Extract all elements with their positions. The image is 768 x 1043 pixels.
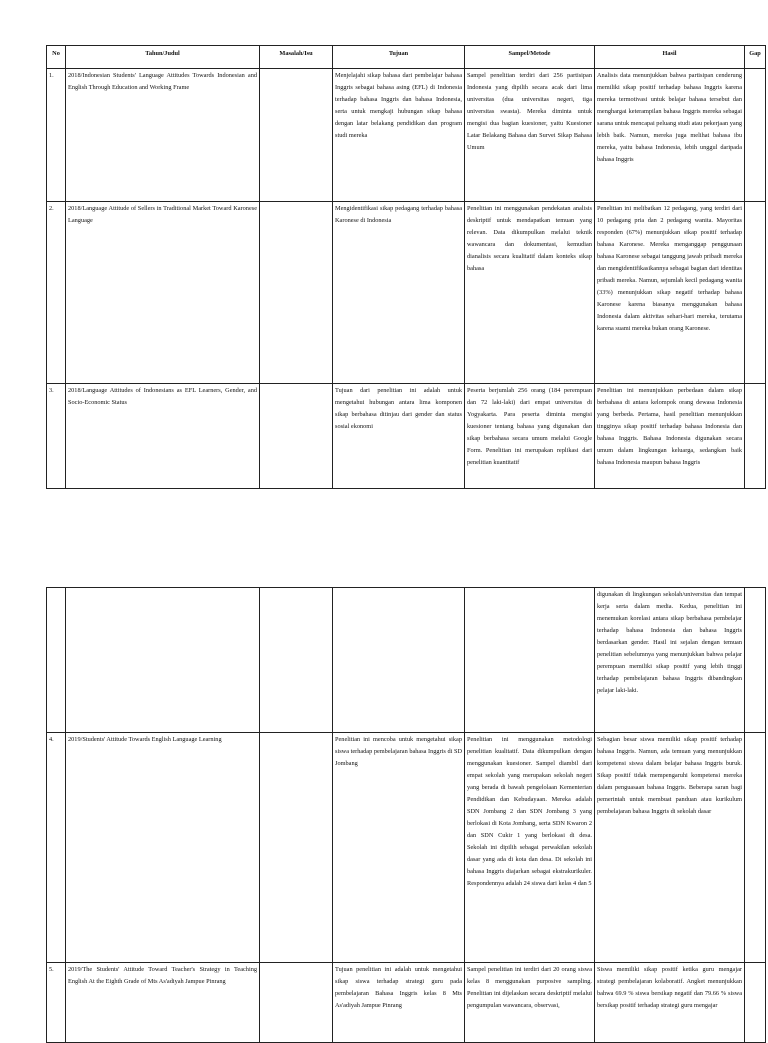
literature-review-table-continued [46,587,766,1043]
row-tujuan: Tujuan dari penelitian ini adalah untuk mengetahui hubungan antara lima komponen sikap berbahasa ditinjau dari gender dan status sosial ekonomi [333,384,465,489]
row-isu [260,202,333,384]
row-isu [260,733,333,963]
table-row [47,733,766,963]
table-header-row [47,46,766,69]
header-no: No [47,46,66,69]
row-isu [260,588,333,733]
row-number: 3. [47,384,66,489]
table-row [47,384,766,489]
row-judul: 2018/Language Attitudes of Indonesians as EFL Learners, Gender, and Socio-Economic Status [66,384,260,489]
row-judul [66,588,260,733]
header-tujuan: Tujuan [333,46,465,69]
row-number: 1. [47,69,66,202]
table-row [47,202,766,384]
row-tujuan: Menjelajahi sikap bahasa dari pembelajar bahasa Inggris sebagai bahasa asing (EFL) di Indonesia terhadap bahasa Inggris dan bahasa Indonesia, serta untuk mengkaji hubungan sikap bahasa dengan latar belakang pendidikan dan program studi mereka [333,69,465,202]
header-gap: Gap [745,46,766,69]
row-sampel: Sampel penelitian ini terdiri dari 20 orang siswa kelas 8 menggunakan purposive sampling. Penelitian ini dijelaskan secara deskriptif melalui pengumpulan wawancara, observasi, [465,963,595,1043]
row-tujuan: Tujuan penelitian ini adalah untuk mengetahui sikap siswa terhadap strategi guru pada pembelajaran Bahasa Inggris kelas 8 Mts As'adiyah Jampue Pinrang [333,963,465,1043]
header-sampel: Sampel/Metode [465,46,595,69]
row-sampel: Peserta berjumlah 256 orang (184 perempuan dan 72 laki-laki) dari empat universitas di Yogyakarta. Para peserta diminta mengisi kuesioner tentang bahasa yang digunakan dan sikap berbahasa secara umum melalui Google Form. Penelitian ini merupakan replikasi dari penelitian kuantitatif [465,384,595,489]
row-sampel: Sampel penelitian terdiri dari 256 partisipan Indonesia yang dipilih secara acak dari lima universitas (dua universitas negeri, tiga universitas swasta). Mereka diminta untuk mengisi dua bagian kuesioner, yaitu Kuesioner Latar Belakang Bahasa dan Survei Sikap Bahasa Umum [465,69,595,202]
header-hasil: Hasil [595,46,745,69]
header-judul: Tahun/Judul [66,46,260,69]
row-number: 4. [47,733,66,963]
row-gap [745,588,766,733]
row-tujuan: Mengidentifikasi sikap pedagang terhadap bahasa Karonese di Indonesia [333,202,465,384]
row-gap [745,384,766,489]
row-sampel: Penelitian ini menggunakan pendekatan analisis deskriptif untuk mendapatkan temuan yang relevan. Data dikumpulkan melalui teknik wawancara dan dokumentasi, kemudian dianalisis secara kualitatif dalam konteks sikap bahasa [465,202,595,384]
row-gap [745,733,766,963]
row-hasil: Siswa memiliki sikap positif ketika guru mengajar strategi pembelajaran kolaboratif. Angket menunjukkan bahwa 69.9 % siswa bersikap negatif dan 79.66 % siswa bersikap positif terhadap strategi guru mengajar [595,963,745,1043]
row-judul: 2018/Language Attitude of Sellers in Traditional Market Toward Karonese Language [66,202,260,384]
row-gap [745,69,766,202]
table-row [47,69,766,202]
row-number [47,588,66,733]
row-judul: 2019/Students' Attitude Towards English Language Learning [66,733,260,963]
row-number: 5. [47,963,66,1043]
row-isu [260,963,333,1043]
row-sampel: Penelitian ini menggunakan metodologi penelitian kualitatif. Data dikumpulkan dengan menggunakan kuesioner. Sampel diambil dari empat sekolah yang merupakan sekolah negeri yang berada di bawah pengelolaan Kementerian Pendidikan dan Kebudayaan. Mereka adalah SDN Jombang 2 dan SDN Jombang 3 yang berlokasi di Kota Jombang, serta SDN Kwaron 2 dan SDN Cukir 1 yang berlokasi di desa. Sekolah ini dipilih sebagai perwakilan sekolah dasar yang ada di kota dan desa. Di sekolah ini bahasa Inggris diajarkan sebagai ekstrakurikuler. Respondennya adalah 24 siswa dari kelas 4 dan 5 [465,733,595,963]
row-hasil: Sebagian besar siswa memiliki sikap positif terhadap bahasa Inggris. Namun, ada temuan yang menunjukkan kompetensi siswa dalam belajar bahasa Inggris buruk. Sikap positif tidak mempengaruhi kompetensi mereka dalam penguasaan bahasa Inggris. Beberapa saran bagi pemerintah untuk membuat panduan atau kurikulum pembelajaran bahasa Inggris di sekolah dasar [595,733,745,963]
row-number: 2. [47,202,66,384]
row-judul: 2019/The Students' Attitude Toward Teacher's Strategy in Teaching English At the Eighth Grade of Mts As'adiyah Jampue Pinrang [66,963,260,1043]
row-sampel [465,588,595,733]
row-gap [745,202,766,384]
row-hasil: digunakan di lingkungan sekolah/universitas dan tempat kerja serta dalam media. Kedua, penelitian ini menemukan korelasi antara sikap berbahasa pembelajar terhadap bahasa Indonesia dan bahasa Inggris berdasarkan gender. Hasil ini sejalan dengan temuan penelitian sebelumnya yang menunjukkan bahwa pelajar perempuan memiliki sikap positif yang lebih tinggi terhadap pembelajaran bahasa Inggris dibandingkan pelajar laki-laki. [595,588,745,733]
literature-review-table [46,45,766,489]
header-isu: Masalah/Isu [260,46,333,69]
table-row [47,963,766,1043]
row-isu [260,384,333,489]
row-hasil: Penelitian ini menunjukkan perbedaan dalam sikap berbahasa di antara kelompok orang dewasa Indonesia yang berbeda. Pertama, hasil penelitian menunjukkan tingginya sikap positif terhadap bahasa Indonesia dan bahasa Inggris. Bahasa Indonesia digunakan secara umum dalam lingkungan keluarga, sedangkan baik bahasa Indonesia maupun bahasa Inggris [595,384,745,489]
row-isu [260,69,333,202]
table-row-continuation [47,588,766,733]
row-tujuan [333,588,465,733]
row-judul: 2018/Indonesian Students' Language Attitudes Towards Indonesian and English Through Education and Working Frame [66,69,260,202]
row-hasil: Penelitian ini melibatkan 12 pedagang, yang terdiri dari 10 pedagang pria dan 2 pedagang wanita. Mayoritas responden (67%) menunjukkan sikap positif terhadap bahasa Karonese. Mereka menganggap penggunaan bahasa Karonese sebagai tanggung jawab pribadi mereka dan mengidentifikasikannya sebagai bagian dari identitas pribadi mereka. Namun, sejumlah kecil pedagang wanita (33%) menunjukkan sikap negatif terhadap bahasa Karonese karena biasanya menggunakan bahasa Indonesia dalam aktivitas sehari-hari mereka, terutama karena suami mereka bukan orang Karonese. [595,202,745,384]
row-gap [745,963,766,1043]
row-hasil: Analisis data menunjukkan bahwa partisipan cenderung memiliki sikap positif terhadap bahasa Inggris karena mereka termotivasi untuk belajar bahasa tersebut dan menghargai keterampilan bahasa Inggris mereka sebagai sarana untuk mencapai peluang studi atau pekerjaan yang lebih baik. Namun, mereka juga melihat bahasa ibu mereka, yaitu bahasa Indonesia, lebih unggul daripada bahasa Inggris [595,69,745,202]
row-tujuan: Penelitian ini mencoba untuk mengetahui sikap siswa terhadap pembelajaran bahasa Inggris di SD Jombang [333,733,465,963]
